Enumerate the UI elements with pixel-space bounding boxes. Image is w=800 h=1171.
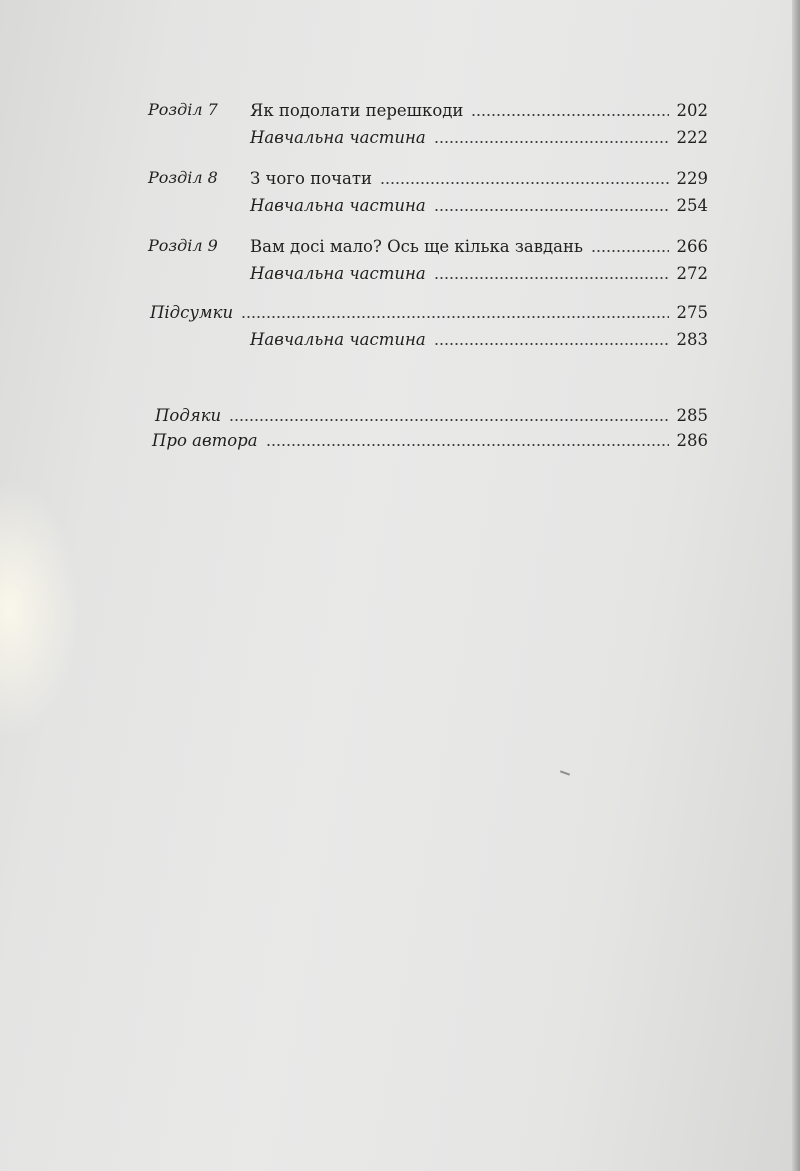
toc-title: Навчальна частина [250,330,426,349]
toc-page-number: 222 [676,128,708,147]
toc-entry-acknowledgements[interactable] [155,405,708,427]
dot-leader [434,276,669,280]
toc-page-number: 272 [676,264,708,283]
toc-page-number: 229 [676,169,708,188]
dot-leader [471,113,668,117]
toc-entry-chapter-8-exercise[interactable] [250,195,708,217]
toc-page-number: 254 [676,196,708,215]
toc-label-summary: Підсумки [150,303,234,322]
page-edge-shadow [792,0,800,1171]
toc-title: Навчальна частина [250,196,426,215]
toc-title: Вам досі мало? Ось ще кілька завдань [250,237,583,256]
dot-leader [434,208,669,212]
dot-leader [434,342,669,346]
toc-page-number: 286 [676,431,708,450]
light-glare [0,480,80,740]
dot-leader [266,443,669,447]
toc-page-number: 202 [676,101,708,120]
toc-label-chapter-8: Розділ 8 [148,168,218,187]
toc-entry-chapter-8[interactable] [250,168,708,190]
dot-leader [241,315,668,319]
dot-leader [380,181,669,185]
toc-entry-chapter-9[interactable] [250,236,708,258]
toc-entry-about-author[interactable] [152,430,708,452]
toc-title: Навчальна частина [250,264,426,283]
toc-entry-chapter-7-exercise[interactable] [250,127,708,149]
dot-leader [591,249,669,253]
toc-label-chapter-7: Розділ 7 [148,100,218,119]
dot-leader [434,140,669,144]
toc-label-about-author: Про автора [152,431,258,450]
dot-leader [229,418,668,422]
toc-entry-summary[interactable] [150,302,708,324]
toc-label-chapter-9: Розділ 9 [148,236,218,255]
toc-entry-chapter-7[interactable] [250,100,708,122]
toc-page-number: 283 [676,330,708,349]
toc-entry-chapter-9-exercise[interactable] [250,263,708,285]
stray-mark [560,770,570,775]
toc-title: Як подолати перешкоди [250,101,464,120]
toc-page-number: 285 [676,406,708,425]
toc-title: Навчальна частина [250,128,426,147]
toc-title: З чого почати [250,169,372,188]
toc-page-number: 275 [676,303,708,322]
toc-label-acknowledgements: Подяки [155,406,222,425]
toc-page-number: 266 [676,237,708,256]
toc-entry-summary-exercise[interactable] [250,329,708,351]
